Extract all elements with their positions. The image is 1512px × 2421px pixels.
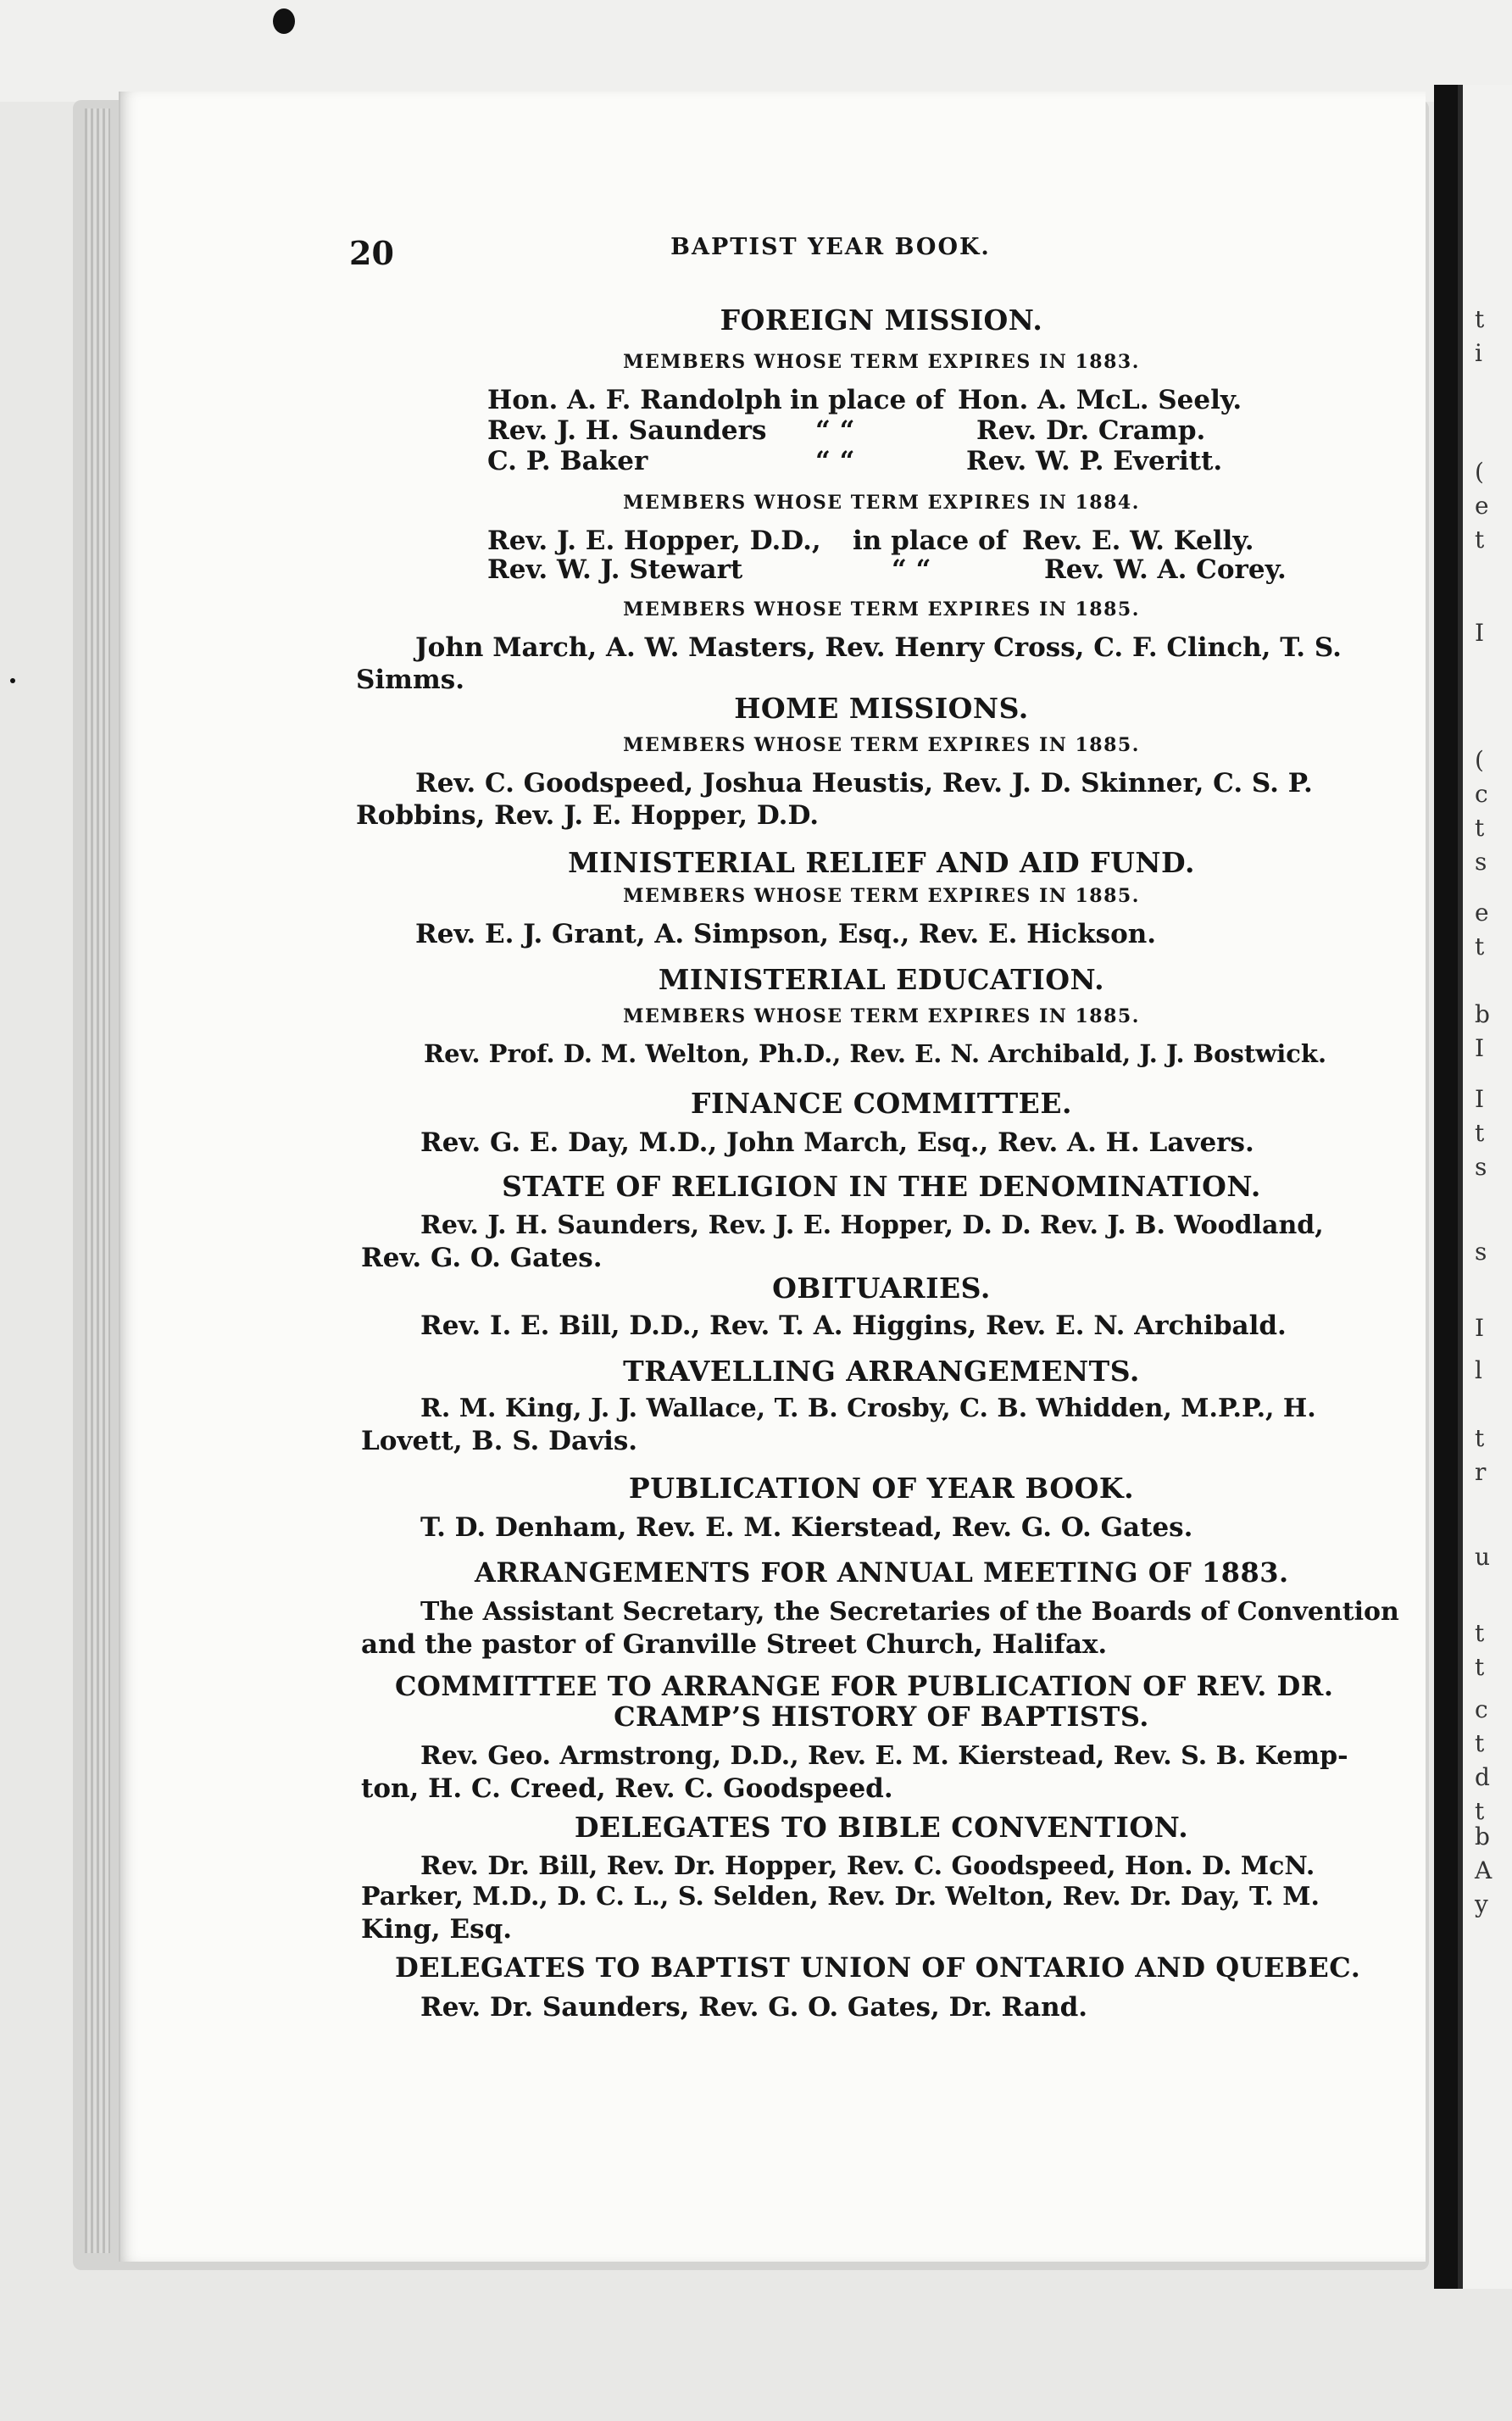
facing-page-fragment: i xyxy=(1475,339,1482,367)
section-heading-cramp-history: COMMITTEE TO ARRANGE FOR PUBLICATION OF REV. DR. xyxy=(395,1670,1334,1702)
member-name: C. P. Baker xyxy=(487,446,648,476)
replaced-member: Hon. A. McL. Seely. xyxy=(958,385,1242,415)
facing-page-fragment: e xyxy=(1475,899,1489,927)
facing-page-fragment: r xyxy=(1475,1458,1487,1486)
in-place-of: in place of xyxy=(790,385,945,415)
facing-page-fragment: t xyxy=(1475,1119,1485,1147)
facing-page-fragment: d xyxy=(1475,1763,1490,1791)
members-text: Rev. I. E. Bill, D.D., Rev. T. A. Higgins, Rev. E. N. Archibald. xyxy=(420,1311,1287,1341)
facing-page-fragment: I xyxy=(1475,1034,1485,1062)
section-heading-finance: FINANCE COMMITTEE. xyxy=(691,1087,1072,1120)
section-heading-home-missions: HOME MISSIONS. xyxy=(734,692,1029,725)
facing-page-fragment: b xyxy=(1475,1823,1490,1851)
facing-page-fragment: s xyxy=(1475,1153,1487,1181)
members-text: Rev. Dr. Bill, Rev. Dr. Hopper, Rev. C. Goodspeed, Hon. D. McN. xyxy=(420,1851,1315,1881)
term-subheading: MEMBERS WHOSE TERM EXPIRES IN 1885. xyxy=(623,885,1140,907)
facing-page-fragment: A xyxy=(1475,1856,1493,1884)
term-subheading: MEMBERS WHOSE TERM EXPIRES IN 1884. xyxy=(623,492,1140,514)
replaced-member: Rev. W. P. Everitt. xyxy=(966,446,1223,476)
page-number: 20 xyxy=(349,234,394,272)
facing-page-fragment: y xyxy=(1475,1890,1488,1918)
facing-page-fragment: t xyxy=(1475,932,1485,960)
replaced-member: Rev. W. A. Corey. xyxy=(1044,554,1287,585)
replaced-member: Rev. Dr. Cramp. xyxy=(976,415,1206,446)
members-text: Parker, M.D., D. C. L., S. Selden, Rev. Dr. Welton, Rev. Dr. Day, T. M. xyxy=(361,1882,1320,1912)
facing-page-fragment: t xyxy=(1475,1619,1485,1647)
member-name: Hon. A. F. Randolph xyxy=(487,385,782,415)
facing-page-fragment: t xyxy=(1475,305,1485,333)
facing-page-fragment: s xyxy=(1475,1238,1487,1266)
replaced-member: Rev. E. W. Kelly. xyxy=(1022,526,1254,556)
section-heading-publication: PUBLICATION OF YEAR BOOK. xyxy=(628,1472,1135,1505)
member-name: Rev. J. E. Hopper, D.D., xyxy=(487,526,821,556)
ditto-marks: “ “ xyxy=(815,446,855,476)
members-text: King, Esq. xyxy=(361,1914,513,1945)
facing-page-fragment: t xyxy=(1475,526,1485,554)
members-text: Robbins, Rev. J. E. Hopper, D.D. xyxy=(356,800,820,831)
facing-page-fragment: I xyxy=(1475,619,1485,647)
facing-page-fragment: t xyxy=(1475,1424,1485,1452)
members-text: Rev. C. Goodspeed, Joshua Heustis, Rev. J. D. Skinner, C. S. P. xyxy=(415,768,1313,799)
members-text: Rev. Geo. Armstrong, D.D., Rev. E. M. Kierstead, Rev. S. B. Kemp- xyxy=(420,1741,1348,1771)
facing-page-fragment: l xyxy=(1475,1356,1482,1384)
facing-page-fragment: t xyxy=(1475,1653,1485,1681)
facing-page-fragment: s xyxy=(1475,848,1487,876)
members-text: Rev. G. E. Day, M.D., John March, Esq., Rev. A. H. Lavers. xyxy=(420,1127,1254,1158)
section-heading-travelling: TRAVELLING ARRANGEMENTS. xyxy=(623,1355,1140,1388)
section-heading-annual-meeting: ARRANGEMENTS FOR ANNUAL MEETING OF 1883. xyxy=(475,1556,1289,1589)
term-subheading: MEMBERS WHOSE TERM EXPIRES IN 1885. xyxy=(623,1005,1140,1027)
running-title: BAPTIST YEAR BOOK. xyxy=(670,234,991,260)
members-text: Rev. G. O. Gates. xyxy=(361,1243,603,1273)
term-subheading: MEMBERS WHOSE TERM EXPIRES IN 1885. xyxy=(623,598,1140,621)
section-heading-state-of-religion: STATE OF RELIGION IN THE DENOMINATION. xyxy=(502,1170,1261,1203)
facing-page-fragment: I xyxy=(1475,1085,1485,1113)
section-heading-obituaries: OBITUARIES. xyxy=(772,1272,991,1305)
members-text: T. D. Denham, Rev. E. M. Kierstead, Rev. G. O. Gates. xyxy=(420,1512,1193,1543)
in-place-of: in place of xyxy=(853,526,1008,556)
section-heading-ministerial-relief: MINISTERIAL RELIEF AND AID FUND. xyxy=(568,846,1195,879)
facing-page-fragment: t xyxy=(1475,814,1485,842)
members-text: John March, A. W. Masters, Rev. Henry Cross, C. F. Clinch, T. S. xyxy=(415,632,1342,663)
facing-page-fragment: t xyxy=(1475,1729,1485,1757)
section-heading-ministerial-education: MINISTERIAL EDUCATION. xyxy=(658,963,1105,996)
section-heading-cramp-history-line2: CRAMP’S HISTORY OF BAPTISTS. xyxy=(614,1700,1149,1733)
member-name: Rev. J. H. Saunders xyxy=(487,415,767,446)
facing-page-fragment: e xyxy=(1475,492,1489,520)
members-text: Lovett, B. S. Davis. xyxy=(361,1426,638,1456)
section-heading-bible-convention: DELEGATES TO BIBLE CONVENTION. xyxy=(574,1811,1189,1844)
members-text: Simms. xyxy=(356,665,465,695)
section-heading-baptist-union: DELEGATES TO BAPTIST UNION OF ONTARIO AND QUEBEC. xyxy=(395,1951,1361,1984)
section-heading-foreign-mission: FOREIGN MISSION. xyxy=(720,303,1043,337)
facing-page-fragment: t xyxy=(1475,1797,1485,1825)
facing-page-fragment: u xyxy=(1475,1543,1491,1571)
ditto-marks: “ “ xyxy=(815,415,855,446)
members-text: Rev. E. J. Grant, A. Simpson, Esq., Rev. E. Hickson. xyxy=(415,919,1157,949)
member-name: Rev. W. J. Stewart xyxy=(487,554,743,585)
ditto-marks: “ “ xyxy=(892,554,931,585)
members-text: The Assistant Secretary, the Secretaries of the Boards of Convention xyxy=(420,1597,1399,1627)
members-text: R. M. King, J. J. Wallace, T. B. Crosby, C. B. Whidden, M.P.P., H. xyxy=(420,1394,1316,1423)
facing-page-fragment: c xyxy=(1475,1695,1488,1723)
members-text: Rev. Dr. Saunders, Rev. G. O. Gates, Dr. Rand. xyxy=(420,1992,1088,2023)
term-subheading: MEMBERS WHOSE TERM EXPIRES IN 1883. xyxy=(623,351,1140,373)
members-text: and the pastor of Granville Street Church, Halifax. xyxy=(361,1629,1108,1660)
facing-page-fragment: ( xyxy=(1475,746,1484,774)
facing-page-fragment: I xyxy=(1475,1314,1485,1342)
facing-page-fragment: b xyxy=(1475,1000,1490,1028)
facing-page-fragment: ( xyxy=(1475,458,1484,486)
term-subheading: MEMBERS WHOSE TERM EXPIRES IN 1885. xyxy=(623,734,1140,756)
members-text: Rev. Prof. D. M. Welton, Ph.D., Rev. E. N. Archibald, J. J. Bostwick. xyxy=(424,1039,1327,1068)
members-text: ton, H. C. Creed, Rev. C. Goodspeed. xyxy=(361,1773,893,1804)
members-text: Rev. J. H. Saunders, Rev. J. E. Hopper, D. D. Rev. J. B. Woodland, xyxy=(420,1210,1324,1240)
facing-page-fragment: c xyxy=(1475,780,1488,808)
